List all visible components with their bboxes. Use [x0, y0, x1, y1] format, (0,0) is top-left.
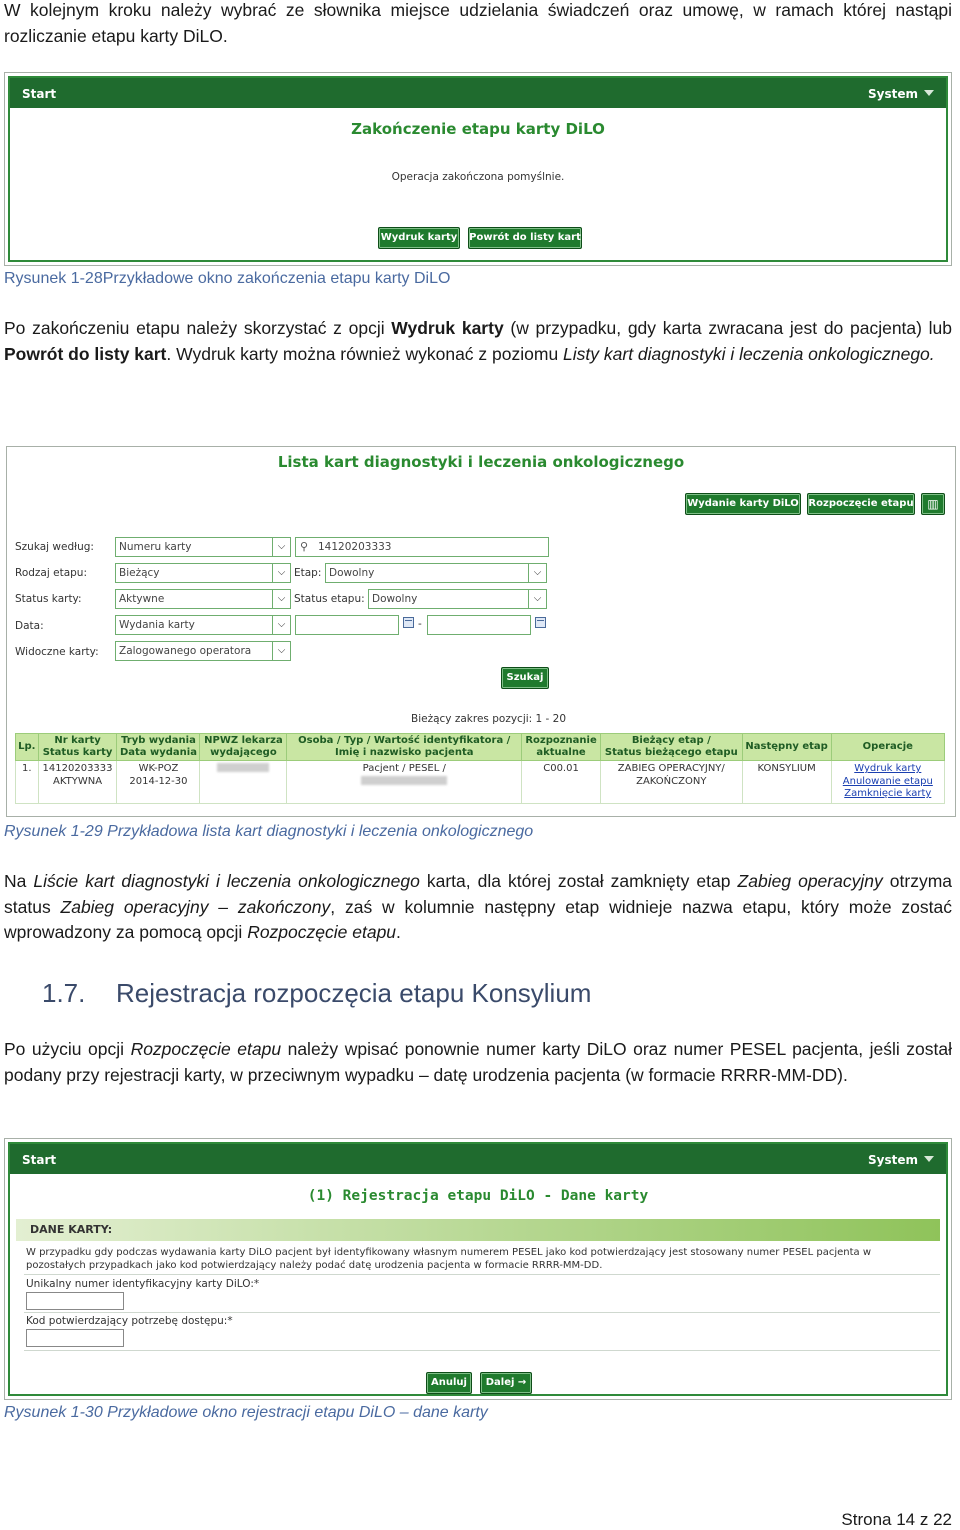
- caption-figure-1-29: Rysunek 1-29 Przykładowa lista kart diagnostyki i leczenia onkologicznego: [4, 823, 534, 840]
- search-input[interactable]: ⚲ 14120203333: [295, 537, 549, 557]
- issue-mode: WK-POZ: [138, 763, 179, 774]
- divider: [24, 1350, 940, 1351]
- date-separator: -: [418, 618, 422, 630]
- chevron-down-icon: ⌵: [528, 564, 546, 582]
- intro-paragraph: W kolejnym kroku należy wybrać ze słownika miejsce udzielania świadczeń oraz umowę, w ramach której nastąpi rozliczanie etapu karty DiLO.: [4, 0, 952, 46]
- stage-select[interactable]: Dowolny ⌵: [325, 563, 547, 583]
- columns-icon[interactable]: ▥: [921, 493, 945, 515]
- section-band: [16, 1219, 940, 1241]
- calendar-icon[interactable]: [535, 617, 546, 628]
- card-status: AKTYWNA: [53, 775, 103, 787]
- issue-card-button[interactable]: Wydanie karty DiLO: [685, 493, 801, 515]
- start-menu[interactable]: Start: [22, 1153, 57, 1167]
- cell-next-stage: KONSYLIUM: [742, 761, 831, 804]
- chevron-down-icon: ⌵: [528, 590, 546, 608]
- chevron-down-icon: ⌵: [272, 538, 290, 556]
- search-by-select[interactable]: Numeru karty ⌵: [115, 537, 291, 557]
- print-card-button[interactable]: Wydruk karty: [378, 227, 460, 249]
- cancel-button[interactable]: Anuluj: [426, 1372, 472, 1394]
- stage-type-select[interactable]: Bieżący ⌵: [115, 563, 291, 583]
- info-line-1: W przypadku gdy podczas wydawania karty DiLO pacjent był identyfikowany własnym numerem PESEL jako kod potwierdzający jest stosowany numer PESEL pacjenta w: [26, 1247, 872, 1258]
- col-diagnosis: Rozpoznanie aktualne: [522, 734, 601, 761]
- cards-table: [15, 733, 945, 804]
- status-message: Operacja zakończona pomyślnie.: [391, 171, 565, 183]
- screenshot-card-list: [6, 446, 956, 817]
- caption-figure-1-28: Rysunek 1-28Przykładowe okno zakończenia etapu karty DiLO: [4, 270, 451, 287]
- divider: [24, 1312, 940, 1313]
- chevron-down-icon: ⌵: [272, 616, 290, 634]
- access-code-label: Kod potwierdzający potrzebę dostępu:*: [26, 1315, 233, 1327]
- cell-operations: [831, 761, 944, 804]
- top-bar: [10, 78, 946, 108]
- date-from-input[interactable]: [295, 615, 399, 635]
- date-to-input[interactable]: [427, 615, 531, 635]
- screenshot-stage-registration: [4, 1138, 952, 1400]
- system-menu[interactable]: System: [868, 1153, 934, 1167]
- cancel-stage-link[interactable]: Anulowanie etapu: [842, 775, 933, 787]
- range-info: Bieżący zakres pozycji: 1 - 20: [411, 713, 567, 725]
- col-mode: Tryb wydania Data wydania: [117, 734, 200, 761]
- person-id: Pacjent / PESEL /: [362, 763, 446, 774]
- col-person: Osoba / Typ / Wartość identyfikatora / Imię i nazwisko pacjenta: [287, 734, 522, 761]
- col-npwz: NPWZ lekarza wydającego: [200, 734, 287, 761]
- screenshot-stage-complete: [4, 72, 952, 266]
- list-title: Lista kart diagnostyki i leczenia onkologicznego: [277, 453, 685, 471]
- back-to-list-button[interactable]: Powrót do listy kart: [468, 227, 582, 249]
- cell-npwz: [200, 761, 287, 804]
- paragraph-list-status: Na Liście kart diagnostyki i leczenia onkologicznego karta, dla której został zamknięty etap Zabieg operacyjny otrzyma status Zabieg operacyjny – zakończony, zaś w kolumnie następny etap widnieje nazwa etapu, który może zostać wprowadzony za pomocą opcji Rozpoczęcie etapu.: [4, 871, 953, 942]
- redacted-patient: [361, 776, 447, 785]
- page-title: Zakończenie etapu karty DiLO: [351, 120, 605, 138]
- start-menu[interactable]: Start: [22, 87, 57, 101]
- stage-status-select[interactable]: Dowolny ⌵: [368, 589, 547, 609]
- card-id-label: Unikalny numer identyfikacyjny karty DiLO:*: [26, 1278, 260, 1290]
- section-number: 1.7.: [42, 978, 86, 1008]
- cell-current-stage: ZABIEG OPERACYJNY/ ZAKOŃCZONY: [600, 761, 742, 804]
- chevron-down-icon: ⌵: [272, 642, 290, 660]
- close-card-link[interactable]: Zamknięcie karty: [844, 788, 932, 799]
- page-number: Strona 14 z 22: [841, 1510, 952, 1529]
- visible-cards-label: Widoczne karty:: [15, 646, 99, 658]
- card-id-input[interactable]: [26, 1292, 124, 1310]
- next-button[interactable]: Dalej →: [480, 1372, 532, 1394]
- chevron-down-icon: ⌵: [272, 564, 290, 582]
- cell-mode: [117, 761, 200, 804]
- section-title: Rejestracja rozpoczęcia etapu Konsylium: [116, 978, 592, 1008]
- table-header-row: [16, 734, 945, 761]
- cell-lp: 1.: [16, 761, 39, 804]
- table-row: [16, 761, 945, 804]
- system-menu[interactable]: System: [868, 87, 934, 101]
- paragraph-consilium: Po użyciu opcji Rozpoczęcie etapu należy wpisać ponownie numer karty DiLO oraz numer PESEL pacjenta, jeśli został podany przy rejestracji karty, w przeciwnym wypadku – datę urodzenia pacjenta (w formacie RRRR-MM-DD).: [4, 1039, 952, 1085]
- redacted-npwz: [217, 763, 269, 772]
- card-number: 14120203333: [42, 763, 113, 774]
- col-current-stage: Bieżący etap / Status bieżącego etapu: [600, 734, 742, 761]
- stage-type-label: Rodzaj etapu:: [15, 567, 87, 579]
- chevron-down-icon: ⌵: [272, 590, 290, 608]
- caption-figure-1-30: Rysunek 1-30 Przykładowe okno rejestracji etapu DiLO – dane karty: [4, 1404, 488, 1421]
- visible-cards-select[interactable]: Zalogowanego operatora ⌵: [115, 641, 291, 661]
- calendar-icon[interactable]: [403, 617, 414, 628]
- col-operations: Operacje: [831, 734, 944, 761]
- cell-card: [38, 761, 117, 804]
- issue-date: 2014-12-30: [129, 775, 188, 787]
- col-next-stage: Następny etap: [742, 734, 831, 761]
- info-line-2: pozostałych przypadkach jako kod potwierdzający należy podać datę urodzenia pacjenta w formacie RRRR-MM-DD.: [26, 1260, 603, 1271]
- print-card-link[interactable]: Wydruk karty: [854, 763, 922, 774]
- date-label: Data:: [15, 620, 44, 632]
- access-code-input[interactable]: [26, 1329, 124, 1347]
- chevron-down-icon: [924, 1156, 934, 1162]
- divider: [24, 1274, 940, 1275]
- search-button[interactable]: Szukaj: [501, 667, 549, 689]
- cell-diagnosis: C00.01: [522, 761, 601, 804]
- col-card-no: Nr karty Status karty: [38, 734, 117, 761]
- cell-person: [287, 761, 522, 804]
- top-bar: [10, 1144, 946, 1174]
- card-status-select[interactable]: Aktywne ⌵: [115, 589, 291, 609]
- section-heading: [42, 978, 591, 1009]
- registration-title: (1) Rejestracja etapu DiLO - Dane karty: [307, 1188, 649, 1204]
- card-status-label: Status karty:: [15, 593, 82, 605]
- chevron-down-icon: [924, 90, 934, 96]
- section-label: DANE KARTY:: [30, 1223, 113, 1236]
- search-icon: ⚲: [300, 540, 309, 553]
- paragraph-after-stage: Po zakończeniu etapu należy skorzystać z opcji Wydruk karty (w przypadku, gdy karta zwracana jest do pacjenta) lub Powrót do listy kart. Wydruk karty można również wykonać z poziomu Listy kart diagnostyki i leczenia onkologicznego.: [4, 318, 953, 364]
- stage-label: Etap:: [294, 567, 322, 579]
- stage-status-label: Status etapu:: [294, 593, 365, 605]
- search-by-label: Szukaj według:: [15, 541, 94, 553]
- start-stage-button[interactable]: Rozpoczęcie etapu: [807, 493, 915, 515]
- col-lp: Lp.: [16, 734, 39, 761]
- date-type-select[interactable]: Wydania karty ⌵: [115, 615, 291, 635]
